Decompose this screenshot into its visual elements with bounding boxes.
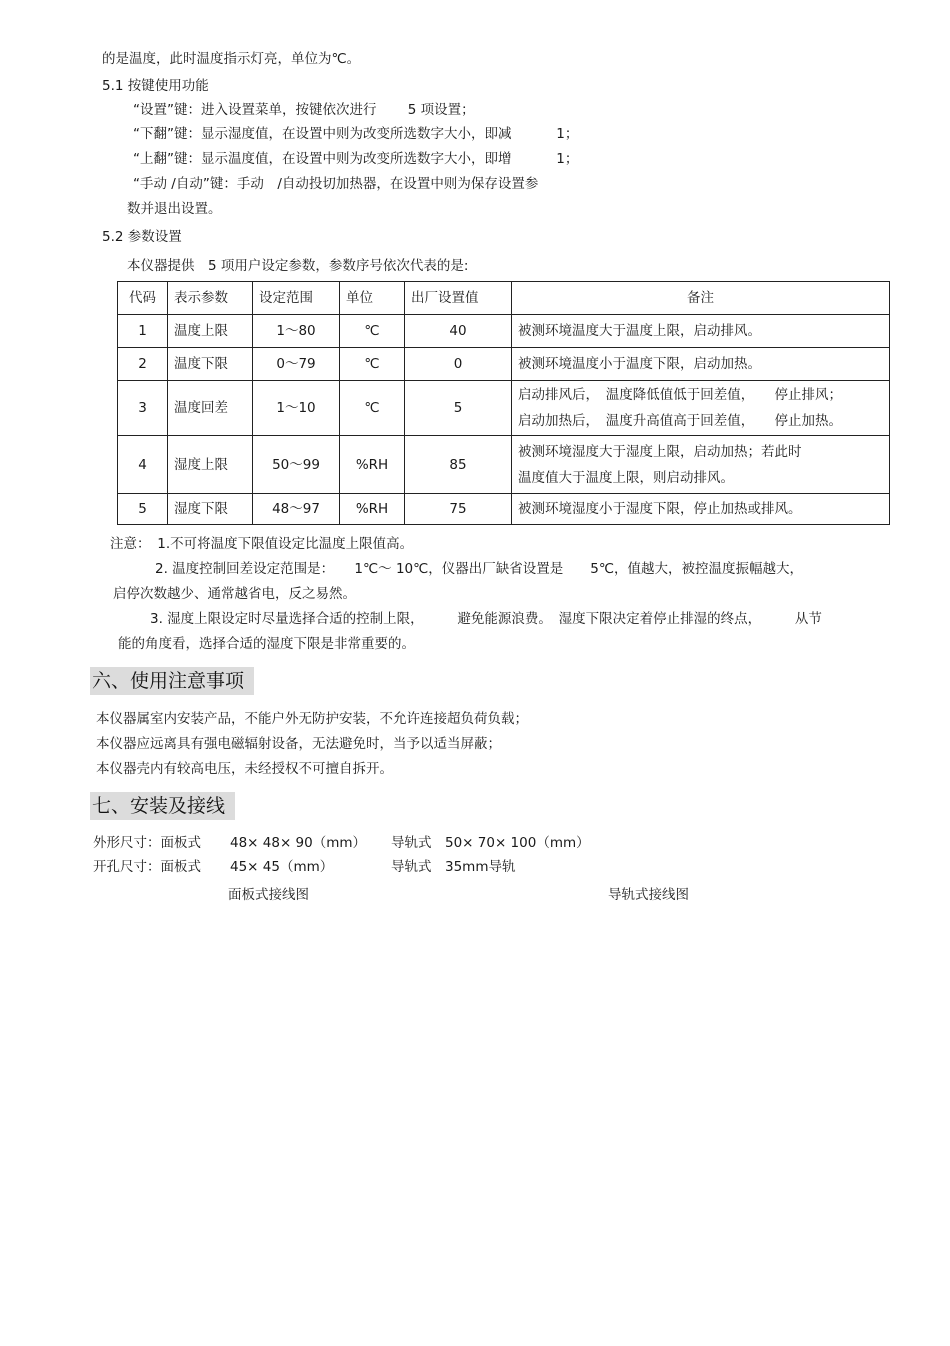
cell-unit: %RH	[340, 494, 405, 525]
header-param: 表示参数	[168, 282, 253, 315]
remark-line: 温度值大于温度上限，则启动排风。	[518, 469, 734, 486]
header-unit: 单位	[340, 282, 405, 315]
cell-code: 4	[118, 436, 168, 494]
outer-dims-panel: 48× 48× 90（mm）	[230, 835, 367, 851]
note-2: 2. 温度控制回差设定范围是： 1℃～ 10℃，仪器出厂缺省设置是 5℃，值越大，被控温度振幅越大，	[155, 561, 804, 577]
cell-default: 40	[405, 315, 512, 348]
section-7-heading: 七、安装及接线	[90, 792, 235, 820]
cell-remarks	[512, 381, 890, 436]
cell-range: 48～97	[253, 494, 340, 525]
header-range: 设定范围	[253, 282, 340, 315]
section-5-1-heading: 5.1 按键使用功能	[102, 78, 209, 94]
notice-line-1: 本仪器属室内安装产品，不能户外无防护安装，不允许连接超负荷负载；	[96, 711, 528, 727]
header-code: 代码	[118, 282, 168, 315]
cell-default: 75	[405, 494, 512, 525]
key-setting-desc: “设置”键：进入设置菜单，按键依次进行 5 项设置；	[133, 102, 475, 118]
cell-range: 0～79	[253, 348, 340, 381]
table-row	[118, 436, 890, 494]
cell-unit: ℃	[340, 348, 405, 381]
remark-line: 启动排风后， 温度降低值低于回差值， 停止排风；	[518, 387, 842, 403]
remark-line: 被测环境温度小于温度下限，启动加热。	[518, 356, 761, 372]
table-row	[118, 348, 890, 381]
cell-code: 2	[118, 348, 168, 381]
cell-param: 湿度下限	[168, 494, 253, 525]
outer-dims-rail: 50× 70× 100（mm）	[445, 835, 590, 851]
table-row	[118, 381, 890, 436]
cell-param: 湿度上限	[168, 436, 253, 494]
remark-line: 被测环境湿度小于湿度下限，停止加热或排风。	[518, 501, 802, 517]
outer-dims-rail-label: 导轨式	[391, 835, 432, 851]
cutout-dims-panel: 45× 45（mm）	[230, 859, 334, 875]
notice-line-3: 本仪器壳内有较高电压，未经授权不可擅自拆开。	[96, 761, 393, 777]
cell-range: 50～99	[253, 436, 340, 494]
remark-line: 被测环境湿度大于湿度上限，启动加热；若此时	[518, 443, 802, 460]
cell-range: 1～10	[253, 381, 340, 436]
outer-dims-label: 外形尺寸：面板式	[93, 835, 201, 851]
note-3-cont: 能的角度看，选择合适的湿度下限是非常重要的。	[118, 636, 415, 652]
cutout-dims-rail: 35mm导轨	[445, 859, 516, 875]
cell-remarks	[512, 315, 890, 348]
header-default: 出厂设置值	[405, 282, 512, 315]
table-row	[118, 315, 890, 348]
cell-param: 温度下限	[168, 348, 253, 381]
parameter-table	[117, 281, 890, 525]
cell-code: 5	[118, 494, 168, 525]
cell-remarks	[512, 436, 890, 494]
remark-line: 被测环境温度大于温度上限，启动排风。	[518, 323, 761, 339]
cell-range: 1～80	[253, 315, 340, 348]
panel-wiring-caption: 面板式接线图	[228, 887, 309, 903]
section-5-2-intro: 本仪器提供 5 项用户设定参数，参数序号依次代表的是:	[127, 258, 469, 274]
cell-unit: ℃	[340, 315, 405, 348]
key-down-desc: “下翻”键：显示湿度值，在设置中则为改变所选数字大小，即减 1；	[133, 126, 579, 142]
intro-line: 的是温度，此时温度指示灯亮，单位为℃。	[102, 51, 361, 67]
note-1: 注意： 1.不可将温度下限值设定比温度上限值高。	[110, 536, 414, 552]
cell-param: 温度回差	[168, 381, 253, 436]
cell-default: 0	[405, 348, 512, 381]
section-5-2-heading: 5.2 参数设置	[102, 229, 182, 245]
cell-default: 85	[405, 436, 512, 494]
cell-code: 1	[118, 315, 168, 348]
notice-line-2: 本仪器应远离具有强电磁辐射设备，无法避免时，当予以适当屏蔽；	[96, 736, 501, 752]
header-remarks: 备注	[512, 282, 890, 315]
note-2-cont: 启停次数越少、通常越省电，反之易然。	[113, 586, 356, 602]
cell-param: 温度上限	[168, 315, 253, 348]
section-6-heading: 六、使用注意事项	[90, 667, 254, 695]
cell-unit: ℃	[340, 381, 405, 436]
key-manual-auto-desc: “手动 /自动”键：手动 /自动投切加热器，在设置中则为保存设置参	[133, 176, 539, 192]
cutout-dims-label: 开孔尺寸：面板式	[93, 859, 201, 875]
cell-code: 3	[118, 381, 168, 436]
note-3: 3. 湿度上限设定时尽量选择合适的控制上限， 避免能源浪费。 湿度下限决定着停止排湿的终点， 从节	[150, 611, 822, 627]
cell-unit: %RH	[340, 436, 405, 494]
cell-remarks	[512, 348, 890, 381]
key-up-desc: “上翻”键：显示温度值，在设置中则为改变所选数字大小，即增 1；	[133, 151, 579, 167]
cell-default: 5	[405, 381, 512, 436]
table-row	[118, 494, 890, 525]
remark-line: 启动加热后， 温度升高值高于回差值， 停止加热。	[518, 413, 842, 429]
key-manual-auto-desc-cont: 数并退出设置。	[127, 201, 222, 217]
table-header-row	[118, 282, 890, 315]
cutout-dims-rail-label: 导轨式	[391, 859, 432, 875]
cell-remarks	[512, 494, 890, 525]
rail-wiring-caption: 导轨式接线图	[608, 887, 689, 903]
